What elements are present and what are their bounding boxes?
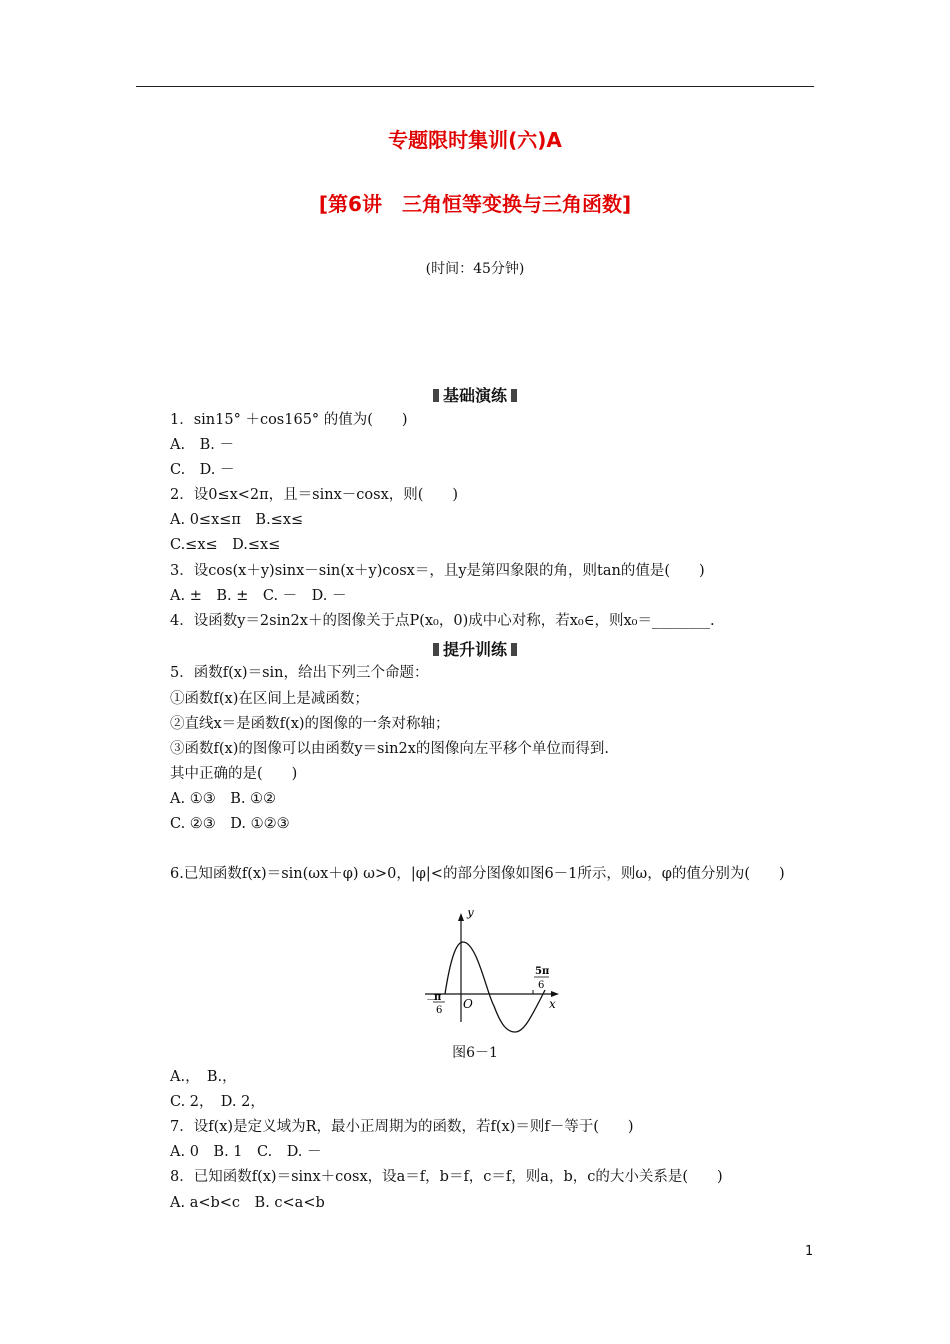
page-number: 1	[805, 1244, 814, 1259]
section-marker-right	[511, 643, 517, 656]
question-5-prompt: 其中正确的是( )	[170, 766, 298, 782]
right-tick-numerator: 5π	[535, 966, 550, 977]
question-2: 2．设0≤x<2π，且＝sinx－cosx，则( )	[170, 487, 459, 503]
section-heading-basic	[0, 383, 950, 406]
time-limit: (时间：45分钟)	[425, 261, 525, 277]
question-7: 7．设f(x)是定义域为R，最小正周期为的函数，若f(x)＝则f－等于( )	[170, 1119, 634, 1135]
question-5: 5．函数f(x)＝sin，给出下列三个命题：	[170, 665, 429, 681]
question-5-statement-3: ③函数f(x)的图像可以由函数y＝sin2x的图像向左平移个单位而得到.	[170, 741, 609, 757]
question-2-options-ab: A. 0≤x≤π B.≤x≤	[170, 512, 304, 528]
question-3-options: A. ± B. ± C. － D. －	[170, 588, 347, 604]
section-label: 基础演练	[442, 386, 507, 405]
section-marker-right	[511, 389, 517, 402]
section-marker-left	[433, 389, 439, 402]
y-axis-arrow	[458, 913, 464, 921]
section-heading-advanced	[0, 637, 950, 660]
question-5-statement-2: ②直线x＝是函数f(x)的图像的一条对称轴；	[170, 716, 450, 732]
question-1-options-cd: C. D. －	[170, 462, 235, 478]
question-5-options-cd: C. ②③ D. ①②③	[170, 816, 290, 832]
left-tick-numerator: π	[434, 992, 442, 1003]
question-6-options-cd: C. 2， D. 2，	[170, 1094, 265, 1110]
question-8-options-ab: A. a<b<c B. c<a<b	[170, 1195, 325, 1211]
page-title: 专题限时集训(六)A	[388, 128, 562, 152]
left-tick-denominator: 6	[436, 1005, 443, 1016]
question-3: 3．设cos(x＋y)sinx－sin(x＋y)cosx＝，且y是第四象限的角，则tan的值是( )	[170, 563, 705, 579]
question-6: 6.已知函数f(x)＝sin(ωx＋φ) ω>0，|φ|<的部分图像如图6－1所示，则ω，φ的值分别为( )	[170, 866, 785, 882]
question-5-options-ab: A. ①③ B. ①②	[170, 791, 277, 807]
section-label: 提升训练	[442, 640, 507, 659]
x-axis-label: x	[549, 997, 556, 1011]
sine-curve	[445, 942, 545, 1032]
figure-caption: 图6－1	[452, 1045, 498, 1061]
origin-label: O	[463, 997, 473, 1011]
question-1-options-ab: A. B. －	[170, 437, 234, 453]
sine-graph-figure	[425, 910, 565, 1035]
right-tick-denominator: 6	[538, 980, 545, 991]
question-7-options: A. 0 B. 1 C. D. －	[170, 1144, 322, 1160]
section-marker-left	[433, 643, 439, 656]
header-rule	[136, 86, 814, 87]
lesson-subtitle: [第6讲 三角恒等变换与三角函数]	[318, 192, 632, 216]
question-6-options-ab: A.， B.，	[170, 1069, 237, 1085]
question-8: 8．已知函数f(x)＝sinx＋cosx，设a＝f，b＝f，c＝f，则a，b，c的大小关系是( )	[170, 1169, 723, 1185]
y-axis-label: y	[467, 910, 474, 919]
left-tick-sign: －	[426, 995, 436, 1006]
question-2-options-cd: C.≤x≤ D.≤x≤	[170, 537, 281, 553]
question-1: 1．sin15° ＋cos165° 的值为( )	[170, 412, 408, 428]
question-4: 4．设函数y＝2sin2x＋的图像关于点P(x₀，0)成中心对称，若x₀∈，则x₀＝________.	[170, 613, 715, 629]
question-5-statement-1: ①函数f(x)在区间上是减函数；	[170, 691, 369, 707]
